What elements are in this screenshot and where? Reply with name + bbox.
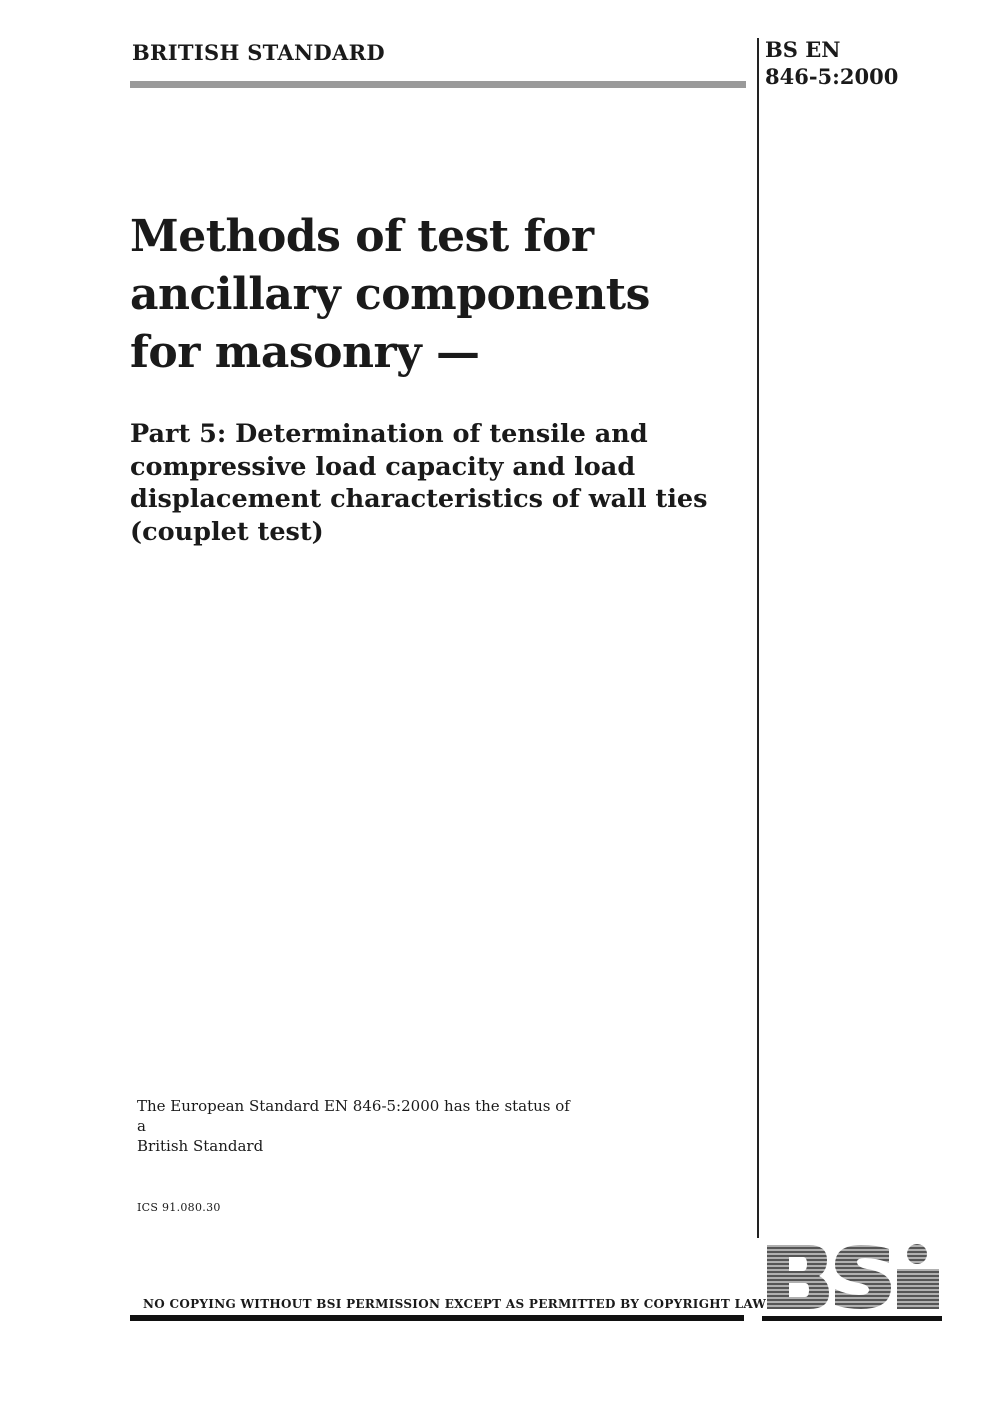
bsi-logo [765,1243,943,1311]
standard-number [765,36,898,90]
title-line-2: ancillary components [130,269,650,320]
standard-number-line-1: BS EN [765,37,841,62]
title-line-1: Methods of test for [130,211,594,262]
copyright-notice: NO COPYING WITHOUT BSI PERMISSION EXCEPT AS PERMITTED BY COPYRIGHT LAW [143,1297,767,1311]
status-note [137,1096,577,1156]
subtitle-line-2: compressive load capacity and load [130,451,636,482]
subtitle-line-1: Part 5: Determination of tensile and [130,419,648,449]
subtitle-line-3: displacement characteristics of wall ties [130,484,708,514]
bsi-logo-letter-b [767,1245,829,1309]
footer-rule [130,1315,744,1321]
standard-number-line-2: 846-5:2000 [765,64,899,89]
document-subtitle [130,418,750,548]
document-title [130,208,730,382]
vertical-divider [757,38,759,1238]
status-note-line-2: British Standard [137,1137,264,1155]
logo-underline [762,1316,942,1321]
ics-code: ICS 91.080.30 [137,1201,221,1214]
title-line-3: for masonry — [130,327,480,378]
bsi-logo-letter-i-dot [907,1244,927,1264]
header-rule [130,81,746,88]
bsi-logo-letter-s [835,1245,891,1309]
standard-type-label: BRITISH STANDARD [132,40,385,65]
bsi-logo-letter-i-stem [897,1269,939,1309]
subtitle-line-4: (couplet test) [130,516,324,547]
status-note-line-1: The European Standard EN 846-5:2000 has the status of a [137,1097,570,1135]
